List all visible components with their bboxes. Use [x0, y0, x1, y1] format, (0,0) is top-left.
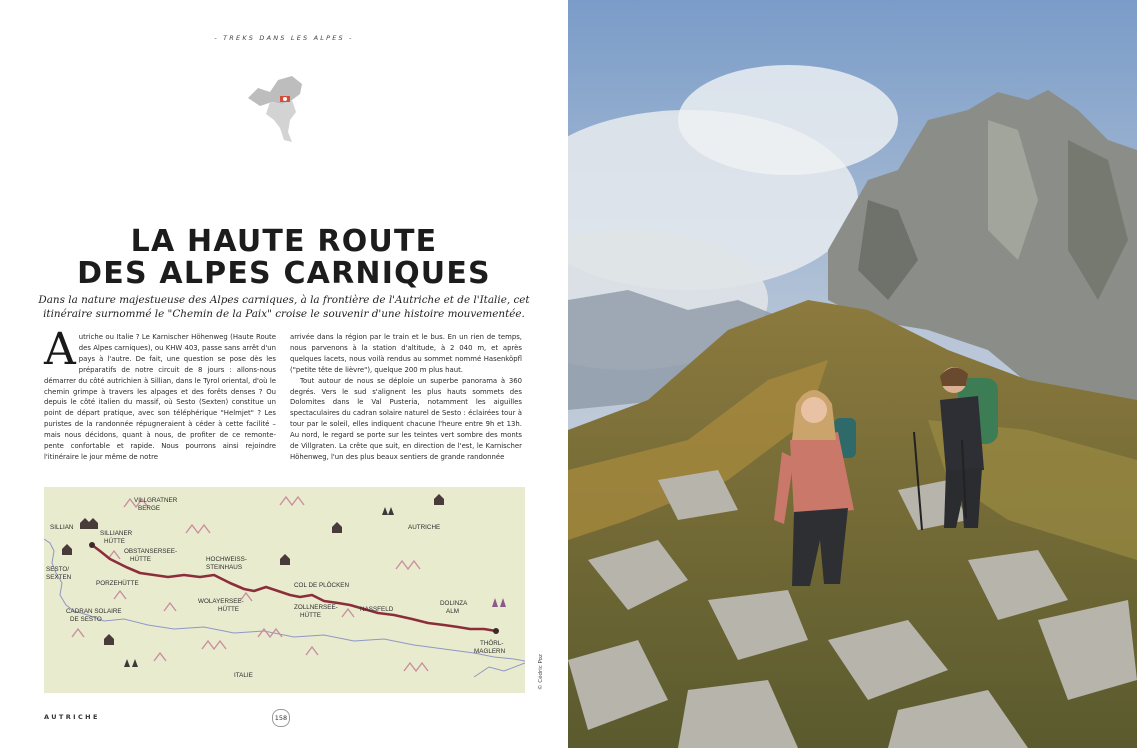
- shirt: [940, 396, 984, 472]
- label-dolinza-2: ALM: [446, 608, 459, 615]
- body-paragraph: utriche ou Italie ? Le Karnischer Höhenweg (Haute Route des Alpes carniques), ou KHW 403, passe sans arrêt d'un pays à l'autre. De fait, une question se pose dès les préparatifs de notre circuit de 8 jours : allons-nous démarrer du côté autrichien à Sillian, dans le Tyrol oriental, d'où le chemin grimpe à travers les alpages et des forêts denses ? Ou depuis le côté italien du massif, où Sesto (Sexten) constitue un point de départ pratique, avec son téléphérique "Helmjet" ? Les puristes de la randonnée répugneraient à céder à cette facilité – mais nous décidons, quant à nous, de profiter de ce remonte-pente confortable et rapide. Nous pourrons ainsi rejoindre l'itinéraire le jour même de notre: [44, 333, 276, 461]
- label-villgratner-2: BERGE: [138, 505, 161, 512]
- label-cadran: CADRAN SOLAIRE: [66, 608, 122, 615]
- face-front: [801, 397, 827, 423]
- label-wolayer: WOLAYERSEE-: [198, 598, 244, 605]
- right-page: [568, 0, 1137, 748]
- label-nassfeld: NASSFELD: [360, 606, 394, 613]
- label-villgratner: VILLGRATNER: [134, 497, 178, 504]
- label-sesto-2: SEXTEN: [46, 574, 72, 581]
- label-dolinza: DOLINZA: [440, 600, 468, 607]
- label-zollner-2: HÜTTE: [300, 612, 321, 619]
- title-line-1: LA HAUTE ROUTE: [130, 224, 438, 259]
- cloud: [678, 65, 898, 175]
- body-paragraph: arrivée dans la région par le train et le bus. En un rien de temps, nous parvenons à la station d'altitude, à 2 040 m, et après quelques lacets, nous voilà rendus au sommet nommé Hasenköpfl ("petite tête de lièvre"), quelque 200 m plus haut.: [290, 333, 522, 374]
- locator-map: [240, 68, 318, 146]
- title-line-2: DES ALPES CARNIQUES: [77, 256, 491, 291]
- left-page: [0, 0, 568, 748]
- locator-austria-shape: [248, 76, 302, 106]
- label-autriche: AUTRICHE: [408, 524, 441, 531]
- map-land: [44, 487, 525, 693]
- label-thoerl: THÖRL-: [480, 640, 504, 647]
- page-number: 158: [272, 709, 290, 727]
- label-sesto: SESTO/: [46, 566, 69, 573]
- body-column-1: [44, 324, 276, 463]
- photo-credit: © Cédric Poz: [538, 654, 544, 690]
- label-sillianer: SILLIANER: [100, 530, 133, 537]
- locator-dot: [283, 97, 287, 101]
- label-thoerl-2: MAGLERN: [474, 648, 506, 655]
- label-cadran-2: DE SESTO: [70, 616, 102, 623]
- article-lede: Dans la nature majestueuse des Alpes carniques, à la frontière de l'Autriche et de l'Italie, cet itinéraire surnommé le "Chemin de la Paix" croise le souvenir d'une histoire mouvementée.: [38, 294, 530, 320]
- label-wolayer-2: HÜTTE: [218, 606, 239, 613]
- article-title: [0, 226, 568, 290]
- dropcap: A: [44, 324, 76, 375]
- label-italie: ITALIE: [234, 672, 253, 679]
- label-sillian: SILLIAN: [50, 524, 74, 531]
- label-obstanser-2: HÜTTE: [130, 556, 151, 563]
- label-zollner: ZOLLNERSEE-: [294, 604, 338, 611]
- section-tag: - TREKS DANS LES ALPES -: [214, 34, 354, 42]
- trail-map: [44, 487, 525, 693]
- label-ploecken: COL DE PLÖCKEN: [294, 582, 350, 589]
- footer-country: AUTRICHE: [44, 713, 100, 721]
- hikers-photo: [568, 0, 1137, 748]
- label-sillianer-2: HÜTTE: [104, 538, 125, 545]
- locator-italy-shape: [266, 100, 296, 142]
- label-porze: PORZEHÜTTE: [96, 580, 139, 587]
- label-hochweiss: HOCHWEISS-: [206, 556, 247, 563]
- body-paragraph: Tout autour de nous se déploie un superbe panorama à 360 degrés. Vers le sud s'alignent les plus hauts sommets des Dolomites dans le Val Pusteria, notamment les aiguilles spectaculaires du cadran solaire naturel de Sesto : éclairées tour à tour par le soleil, elles indiquent chacune l'heure entre 9h et 13h. Au nord, le regard se porte sur les teintes vert sombre des monts de Villgraten. La crête que suit, en direction de l'est, le Karnischer Höhenweg, l'un des plus beaux sentiers de grande randonnée: [290, 376, 522, 461]
- route-start-marker: [89, 542, 95, 548]
- label-obstanser: OBSTANSERSEE-: [124, 548, 178, 555]
- label-hochweiss-2: STEINHAUS: [206, 564, 243, 571]
- route-end-marker: [493, 628, 499, 634]
- body-column-2: [290, 332, 522, 463]
